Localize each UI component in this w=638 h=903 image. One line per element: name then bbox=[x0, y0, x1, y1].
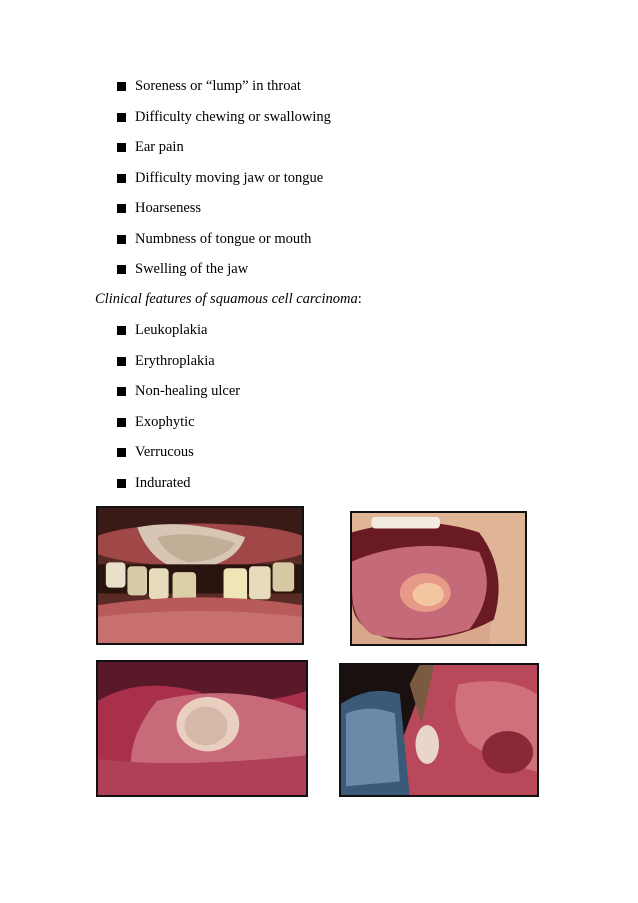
verrucous-lesion-photo bbox=[339, 663, 539, 797]
heading-colon: : bbox=[357, 291, 362, 307]
tongue-lesion-photo bbox=[350, 511, 527, 646]
clinical-features-heading bbox=[95, 291, 362, 308]
square-bullet-icon bbox=[117, 235, 126, 244]
list-item-text: Exophytic bbox=[135, 413, 195, 430]
list-item-text: Difficulty chewing or swallowing bbox=[135, 108, 331, 125]
list-item-text: Verrucous bbox=[135, 444, 194, 460]
list-item-text: Non-healing ulcer bbox=[135, 383, 241, 399]
square-bullet-icon bbox=[117, 265, 126, 274]
clinical-features-list bbox=[117, 322, 240, 505]
list-item bbox=[117, 200, 331, 231]
square-bullet-icon bbox=[117, 174, 126, 183]
square-bullet-icon bbox=[117, 387, 126, 396]
square-bullet-icon bbox=[117, 357, 126, 366]
list-item-text: Erythroplakia bbox=[135, 352, 215, 369]
list-item bbox=[117, 414, 240, 445]
square-bullet-icon bbox=[117, 82, 126, 91]
lip-lesion-photo bbox=[96, 506, 304, 645]
list-item bbox=[117, 78, 331, 109]
square-bullet-icon bbox=[117, 143, 126, 152]
list-item bbox=[117, 139, 331, 170]
clinical-features-heading-text: Clinical features of squamous cell carcinoma bbox=[95, 291, 358, 307]
square-bullet-icon bbox=[117, 448, 126, 457]
list-item-text: Hoarseness bbox=[135, 200, 202, 216]
list-item bbox=[117, 170, 331, 201]
list-item-text: Swelling of the jaw bbox=[135, 261, 249, 277]
list-item-text: Difficulty moving jaw or tongue bbox=[135, 169, 324, 186]
square-bullet-icon bbox=[117, 204, 126, 213]
list-item bbox=[117, 353, 240, 384]
square-bullet-icon bbox=[117, 113, 126, 122]
list-item-text: Numbness of tongue or mouth bbox=[135, 230, 312, 247]
list-item-text: Leukoplakia bbox=[135, 322, 208, 338]
exophytic-lesion-photo bbox=[96, 660, 308, 797]
square-bullet-icon bbox=[117, 418, 126, 427]
square-bullet-icon bbox=[117, 326, 126, 335]
list-item-text: Soreness or “lump” in throat bbox=[135, 78, 301, 94]
list-item bbox=[117, 261, 331, 292]
list-item bbox=[117, 383, 240, 414]
list-item-text: Ear pain bbox=[135, 139, 184, 155]
list-item bbox=[117, 322, 240, 353]
list-item-text: Indurated bbox=[135, 474, 191, 491]
list-item bbox=[117, 109, 331, 140]
list-item bbox=[117, 444, 240, 475]
list-item bbox=[117, 475, 240, 506]
square-bullet-icon bbox=[117, 479, 126, 488]
symptom-list bbox=[117, 78, 331, 292]
list-item bbox=[117, 231, 331, 262]
